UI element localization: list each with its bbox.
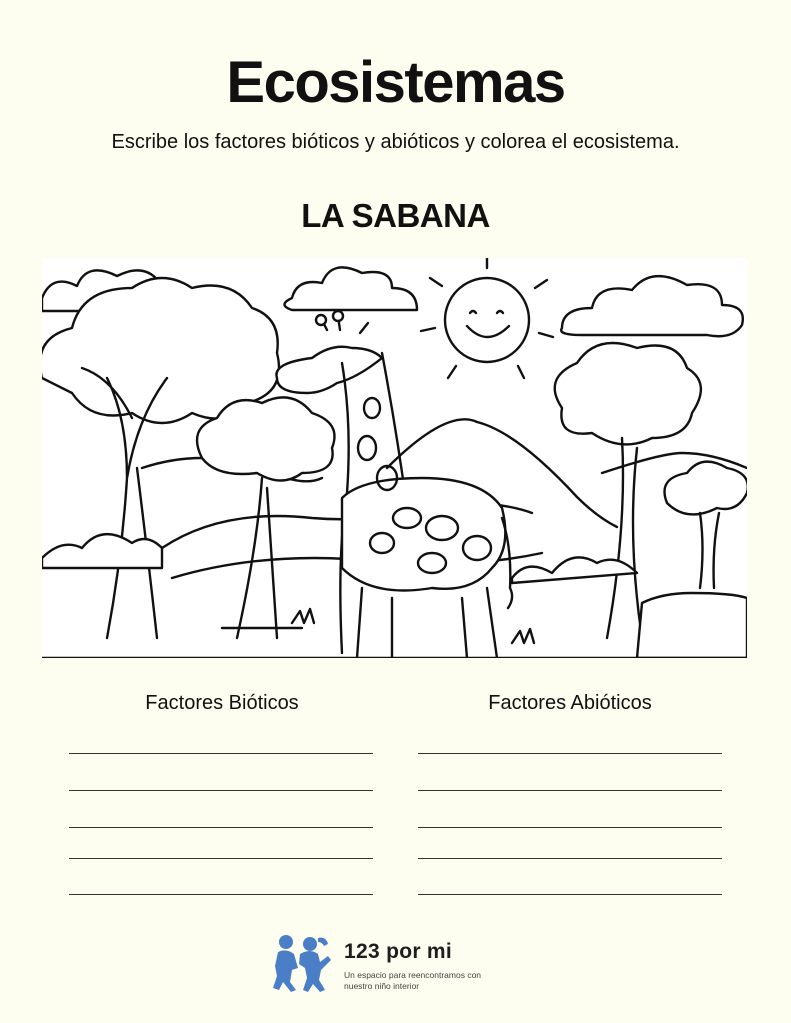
brand-tagline: Un espacio para reencontramos con nuestro niño interior — [344, 970, 482, 991]
cloud-center — [285, 267, 418, 310]
biotic-answer-line[interactable] — [69, 858, 373, 859]
abiotic-answer-line[interactable] — [418, 790, 722, 791]
biotic-answer-line[interactable] — [69, 753, 373, 754]
brand-logo — [272, 932, 502, 994]
section-title: LA SABANA — [301, 197, 490, 234]
page-title: Ecosistemas — [226, 50, 565, 115]
abiotic-answer-line[interactable] — [418, 753, 722, 754]
biotic-answer-line[interactable] — [69, 827, 373, 828]
abiotic-answer-line[interactable] — [418, 858, 722, 859]
biotic-answer-line[interactable] — [69, 790, 373, 791]
sun-icon — [421, 258, 553, 378]
instructions-text: Escribe los factores bióticos y abióticos y colorea el ecosistema. — [111, 131, 680, 153]
savanna-coloring-illustration — [42, 258, 747, 658]
brand-name: 123 por mi — [344, 940, 453, 963]
abiotic-answer-line[interactable] — [418, 827, 722, 828]
children-playing-icon — [272, 934, 332, 992]
biotic-answer-line[interactable] — [69, 894, 373, 895]
biotic-factors-heading: Factores Bióticos — [145, 692, 299, 714]
abiotic-factors-heading: Factores Abióticos — [488, 692, 652, 714]
cloud-right — [561, 276, 743, 336]
tree-far-right — [665, 462, 748, 588]
abiotic-answer-line[interactable] — [418, 894, 722, 895]
